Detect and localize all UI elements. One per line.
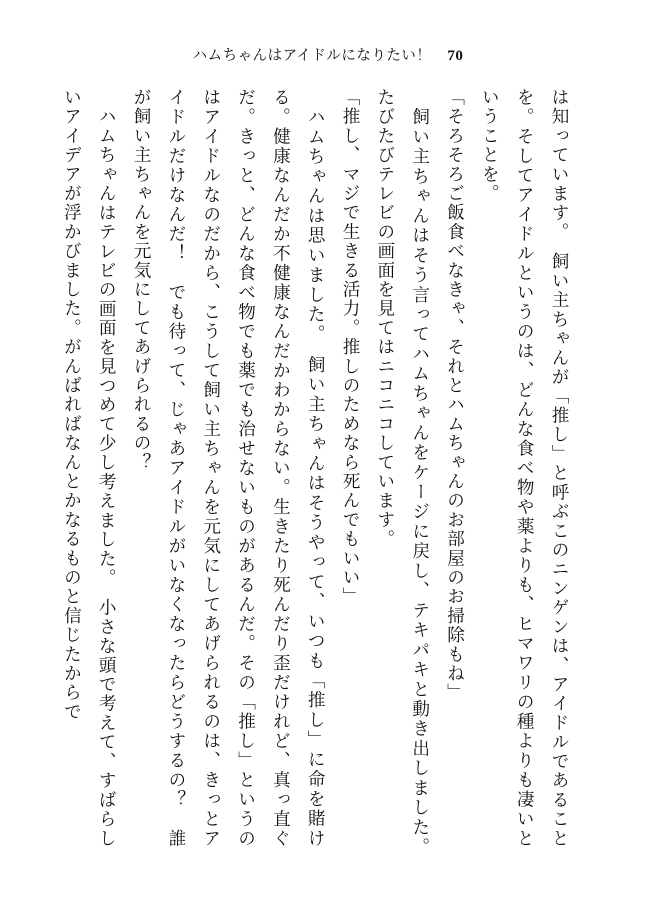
paragraph: 「そろそろご飯食べなきゃ、それとハムちゃんのお部屋のお掃除もね」 <box>444 88 465 703</box>
vertical-text-block <box>61 88 576 868</box>
running-head-title: ハムちゃんはアイドルになりたい！ <box>192 48 432 64</box>
paragraph: 「推し、マジで生きる活力。推しのためなら死んでもいい」 <box>340 88 361 607</box>
paragraph: は知っています。 飼い主ちゃんが「推し」と呼ぶこのニンゲンは、アイドルであることを。そしてアイドルというのは、どんな食べ物や薬よりも、ヒマワリの種よりも凄いということを。 <box>479 88 569 848</box>
page-body <box>61 88 576 868</box>
paragraph: ハムちゃんはテレビの画面を見つめて少し考えました。 小さな頭で考えて、すばらしいアイデアが浮かびました。がんばればなんとかなるものと信じたからで <box>61 88 117 848</box>
running-head <box>0 44 656 65</box>
paragraph: 飼い主ちゃんはそう言ってハムちゃんをケージに戻し、テキパキと動き出しました。 たびたびテレビの画面を見てはニコニコしています。 <box>374 88 430 868</box>
paragraph: ハムちゃんは思いました。 飼い主ちゃんはそうやって、いつも「推し」に命を賭ける。健康なんだか不健康なんだかわからない。生きたり死んだり歪だけれど、真っ直ぐだ。きっと、どんな食べ物でも薬でも治せないものがあるんだ。その「推し」というのはアイドルなのだから、こうして飼い主ちゃんを元気にしてあげられるのは、きっとアイドルだけなんだ！ でも待って、じゃあアイドルがいなくなったらどうするの？ 誰が飼い主ちゃんを元気にしてあげられるの？ <box>131 88 326 848</box>
page-number: 70 <box>447 48 464 64</box>
